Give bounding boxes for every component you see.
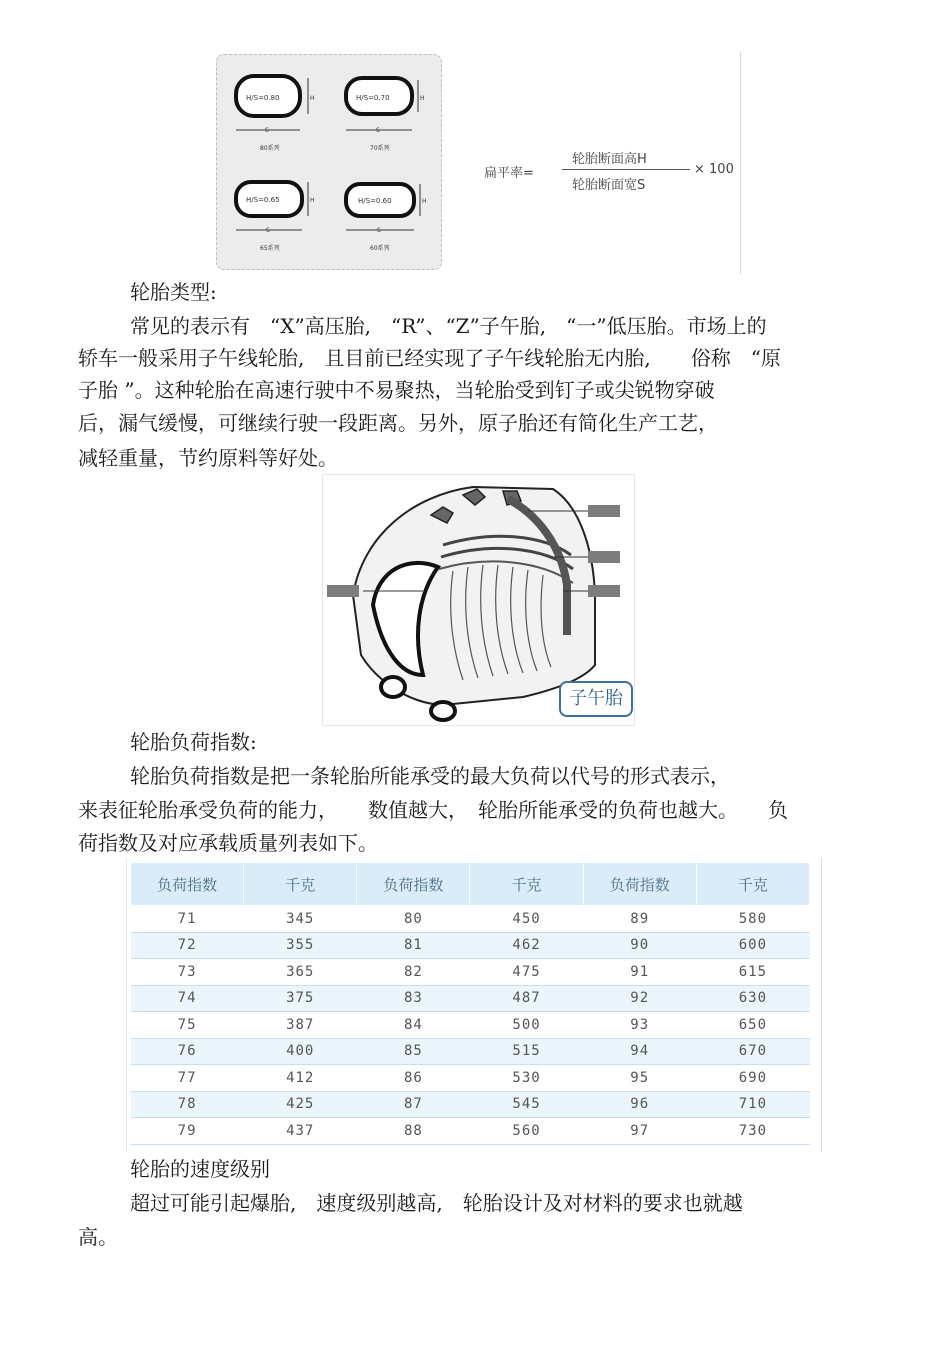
column-header: 千克 (696, 863, 809, 906)
ratio-label: H/S=0.65 (246, 196, 280, 204)
callout-tag (588, 505, 620, 517)
table-cell: 89 (583, 906, 696, 933)
table-cell: 462 (470, 932, 583, 959)
radial-tire-cutaway-figure (322, 474, 635, 726)
table-cell: 81 (357, 932, 470, 959)
aspect-ratio-figure (214, 52, 741, 274)
table-cell: 94 (583, 1038, 696, 1065)
table-cell: 487 (470, 985, 583, 1012)
table-cell: 76 (131, 1038, 244, 1065)
series-label: 60系列 (370, 245, 390, 252)
table-row (131, 1065, 810, 1092)
paragraph-line: 后，漏气缓慢，可继续行驶一段距离。另外，原子胎还有简化生产工艺， (78, 411, 718, 435)
table-cell: 84 (357, 1012, 470, 1039)
tire-profiles-svg (214, 52, 741, 274)
table-cell: 85 (357, 1038, 470, 1065)
table-cell: 400 (244, 1038, 357, 1065)
paragraph-line: 常见的表示有 “X”高压胎, “R”、“Z”子午胎, “一”低压胎。市场上的 (130, 314, 767, 338)
table-cell: 600 (696, 932, 809, 959)
paragraph-line: 减轻重量，节约原料等好处。 (78, 446, 338, 470)
table-cell: 87 (357, 1091, 470, 1118)
callout-tag (588, 551, 620, 563)
table-row (131, 985, 810, 1012)
callout-tag (588, 585, 620, 597)
table-cell: 97 (583, 1118, 696, 1145)
table-cell: 375 (244, 985, 357, 1012)
ratio-label: H/S=0.80 (246, 94, 280, 102)
paragraph-line: 子胎 ”。这种轮胎在高速行驶中不易聚热，当轮胎受到钉子或尖锐物穿破 (78, 378, 715, 402)
column-header: 负荷指数 (131, 863, 244, 906)
table-cell: 80 (357, 906, 470, 933)
paragraph-line: 轮胎负荷指数是把一条轮胎所能承受的最大负荷以代号的形式表示， (130, 764, 730, 788)
paragraph-line: 超过可能引起爆胎, 速度级别越高, 轮胎设计及对材料的要求也就越 (130, 1191, 743, 1215)
h-label: H (310, 95, 315, 102)
table-cell: 93 (583, 1012, 696, 1039)
table-cell: 365 (244, 959, 357, 986)
column-header: 千克 (470, 863, 583, 906)
paragraph-line: 荷指数及对应承载质量列表如下。 (78, 831, 378, 855)
table-cell: 82 (357, 959, 470, 986)
table-cell: 95 (583, 1065, 696, 1092)
table-cell: 515 (470, 1038, 583, 1065)
section-heading-speed: 轮胎的速度级别 (130, 1157, 270, 1181)
table-row (131, 1118, 810, 1145)
table-cell: 650 (696, 1012, 809, 1039)
table-cell: 92 (583, 985, 696, 1012)
table-cell: 91 (583, 959, 696, 986)
formula-denominator: 轮胎断面宽S (572, 178, 646, 193)
h-label: H (422, 198, 427, 205)
series-label: 65系列 (260, 245, 280, 252)
table-cell: 580 (696, 906, 809, 933)
table-cell: 78 (131, 1091, 244, 1118)
radial-tire-badge: 子午胎 (559, 681, 633, 717)
table-cell: 79 (131, 1118, 244, 1145)
table-cell: 74 (131, 985, 244, 1012)
callout-tag (327, 585, 359, 597)
profile-60 (346, 184, 427, 252)
table-cell: 545 (470, 1091, 583, 1118)
table-cell: 71 (131, 906, 244, 933)
table-cell: 412 (244, 1065, 357, 1092)
table-row (131, 1038, 810, 1065)
formula-numerator: 轮胎断面高H (572, 152, 647, 167)
section-heading-types: 轮胎类型: (130, 280, 217, 304)
table-cell: 86 (357, 1065, 470, 1092)
table-cell: 88 (357, 1118, 470, 1145)
formula-fraction-bar (562, 169, 690, 170)
profile-70 (346, 78, 425, 152)
table-cell: 690 (696, 1065, 809, 1092)
table-cell: 475 (470, 959, 583, 986)
table-cell: 75 (131, 1012, 244, 1039)
table-cell: 710 (696, 1091, 809, 1118)
paragraph-line: 来表征轮胎承受负荷的能力， 数值越大， 轮胎所能承受的负荷也越大。 负 (78, 798, 788, 822)
profile-80 (236, 76, 315, 152)
table-cell: 83 (357, 985, 470, 1012)
table-cell: 73 (131, 959, 244, 986)
table-cell: 630 (696, 985, 809, 1012)
h-label: H (420, 95, 425, 102)
formula-lhs: 扁平率= (484, 166, 534, 181)
series-label: 80系列 (260, 145, 280, 152)
section-heading-load: 轮胎负荷指数: (130, 730, 257, 754)
table-cell: 72 (131, 932, 244, 959)
s-label: S (377, 227, 381, 234)
s-label: S (376, 127, 380, 134)
s-label: S (265, 127, 269, 134)
column-header: 负荷指数 (583, 863, 696, 906)
table-cell: 670 (696, 1038, 809, 1065)
table-cell: 615 (696, 959, 809, 986)
table-cell: 530 (470, 1065, 583, 1092)
table-row (131, 906, 810, 933)
ratio-label: H/S=0.60 (358, 197, 392, 205)
table-cell: 96 (583, 1091, 696, 1118)
ratio-label: H/S=0.70 (356, 94, 390, 102)
table-header-row (131, 863, 810, 906)
table-row (131, 1091, 810, 1118)
table-cell: 730 (696, 1118, 809, 1145)
table-cell: 450 (470, 906, 583, 933)
table-cell: 560 (470, 1118, 583, 1145)
series-label: 70系列 (370, 145, 390, 152)
h-label: H (310, 197, 315, 204)
table-cell: 77 (131, 1065, 244, 1092)
column-header: 负荷指数 (357, 863, 470, 906)
profile-65 (236, 182, 315, 252)
table-cell: 437 (244, 1118, 357, 1145)
table-cell: 355 (244, 932, 357, 959)
paragraph-line: 轿车一般采用子午线轮胎, 且目前已经实现了子午线轮胎无内胎, 俗称 “原 (78, 346, 781, 370)
table-cell: 90 (583, 932, 696, 959)
table-row (131, 1012, 810, 1039)
column-header: 千克 (244, 863, 357, 906)
table-row (131, 932, 810, 959)
table-cell: 387 (244, 1012, 357, 1039)
table-cell: 425 (244, 1091, 357, 1118)
table-cell: 345 (244, 906, 357, 933)
formula-multiplier: × 100 (694, 162, 734, 177)
table-cell: 500 (470, 1012, 583, 1039)
paragraph-line: 高。 (78, 1225, 118, 1249)
load-index-table (130, 862, 810, 1145)
s-label: S (266, 227, 270, 234)
table-row (131, 959, 810, 986)
